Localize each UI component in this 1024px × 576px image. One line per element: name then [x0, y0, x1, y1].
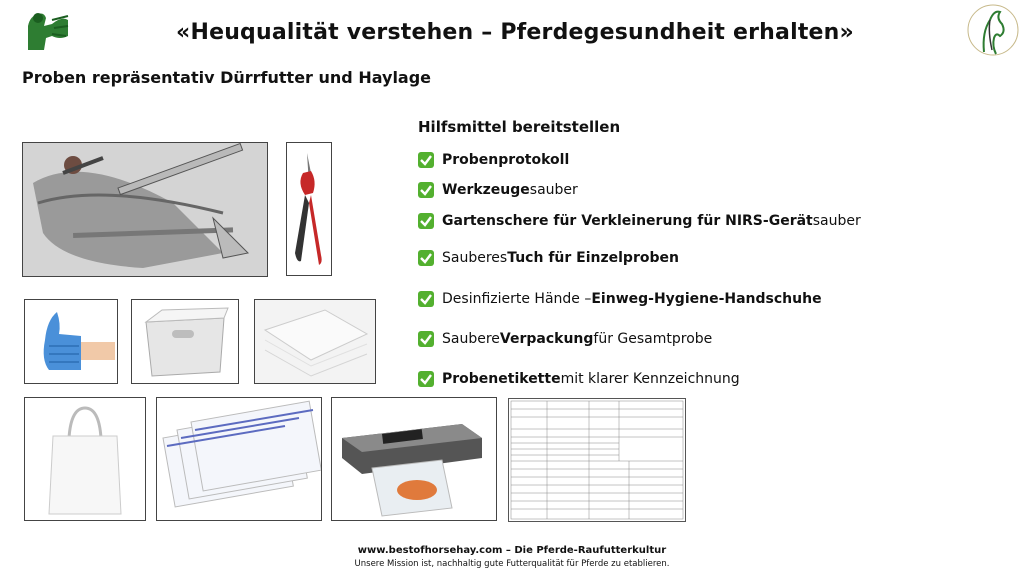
sample-protocol-sheet: [508, 398, 686, 522]
garden-shears-photo: [286, 142, 332, 276]
farmer-hay-logo: [22, 6, 70, 52]
check-mark-icon: [418, 213, 434, 229]
footer-mission: Unsere Mission ist, nachhaltig gute Futterqualität für Pferde zu etablieren.: [354, 559, 670, 569]
checklist-heading: Hilfsmittel bereitstellen: [418, 118, 621, 136]
page-subtitle: Proben repräsentativ Dürrfutter und Haylage: [22, 68, 432, 87]
page-title: «Heuqualität verstehen – Pferdegesundheit erhalten»: [176, 20, 854, 45]
horse-head-logo: [966, 2, 1020, 58]
checklist-item-gloves: Desinfizierte Hände – Einweg-Hygiene-Handschuhe: [418, 291, 822, 307]
checklist-item-protocol: Probenprotokoll: [418, 152, 569, 168]
zip-bags-photo: [156, 397, 322, 521]
check-mark-icon: [418, 371, 434, 387]
footer-website: www.bestofhorsehay.com – Die Pferde-Raufutterkultur: [357, 545, 667, 556]
check-mark-icon: [418, 182, 434, 198]
white-cloth-photo: [254, 299, 376, 384]
check-mark-icon: [418, 152, 434, 168]
checklist-item-label: Probenetikette mit klarer Kennzeichnung: [418, 371, 740, 387]
checklist-item-cloth: Sauberes Tuch für Einzelproben: [418, 250, 679, 266]
hay-probe-tools-photo: [22, 142, 268, 277]
checklist-item-tools: Werkzeuge sauber: [418, 182, 578, 198]
paper-bag-photo: [24, 397, 146, 521]
white-basket-photo: [131, 299, 239, 384]
check-mark-icon: [418, 250, 434, 266]
check-mark-icon: [418, 291, 434, 307]
gloved-thumb-up-photo: [24, 299, 118, 384]
vacuum-sealer-photo: [331, 397, 497, 521]
checklist-item-shears: Gartenschere für Verkleinerung für NIRS-Gerät sauber: [418, 213, 861, 229]
checklist-item-packaging: Saubere Verpackung für Gesamtprobe: [418, 331, 712, 347]
check-mark-icon: [418, 331, 434, 347]
